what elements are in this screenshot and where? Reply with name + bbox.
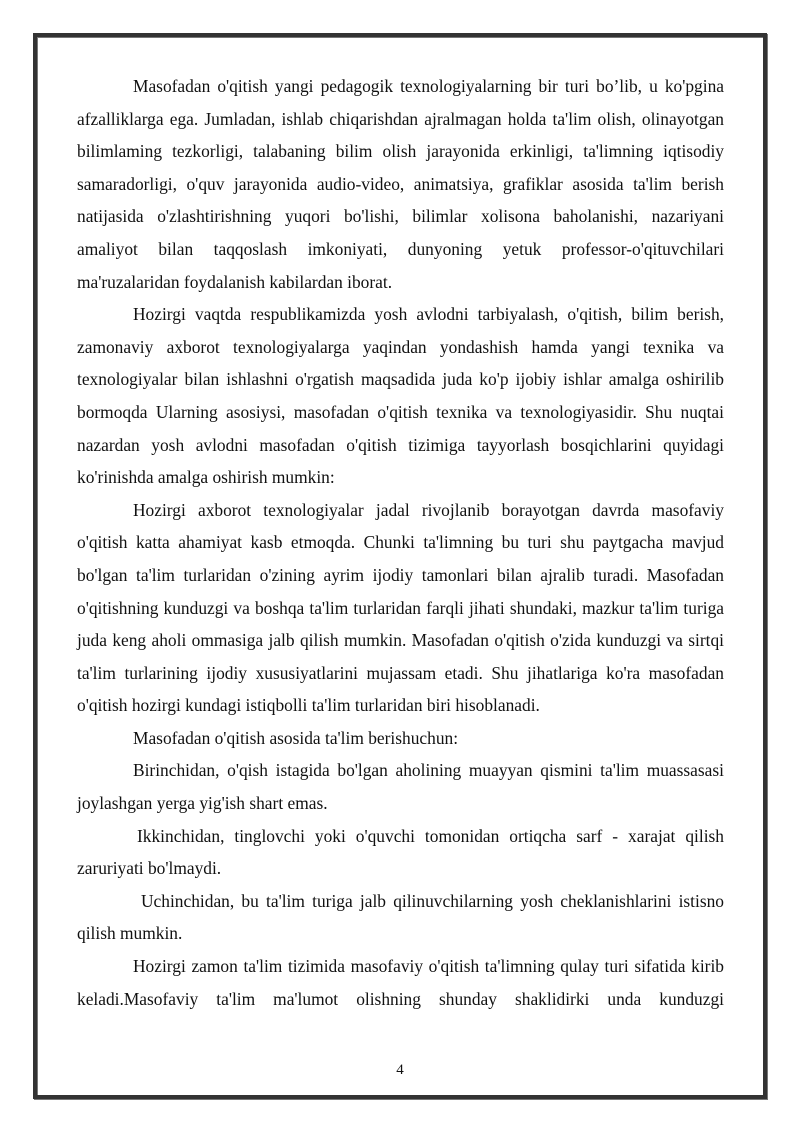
paragraph-8: Hozirgi zamon ta'lim tizimida masofaviy o'qitish ta'limning qulay turi sifatida kirib keladi.Masofaviy ta'lim ma'lumot olishning shunday shaklidirki unda kunduzgi: [77, 956, 724, 1009]
document-body: [77, 70, 724, 1015]
paragraph-1: Masofadan o'qitish yangi pedagogik texnologiyalarning bir turi bo’lib, u ko'pgina afzalliklarga ega. Jumladan, ishlab chiqarishdan ajralmagan holda ta'lim olish, olinayotgan bilimlaming tezkorligi, talabaning bilim olish jarayonida erkinligi, ta'limning iqtisodiy samaradorligi, o'quv jarayonida audio-video, animatsiya, grafiklar asosida ta'lim berish natijasida o'zlashtirishning yuqori bo'lishi, bilimlar xolisona baholanishi, nazariyani amaliyot bilan taqqoslash imkoniyati, dunyoning yetuk professor-o'qituvchilari ma'ruzalaridan foydalanish kabilardan iborat.: [77, 76, 724, 292]
paragraph-3: Hozirgi axborot texnologiyalar jadal rivojlanib borayotgan davrda masofaviy o'qitish katta ahamiyat kasb etmoqda. Chunki ta'limning bu turi shu paytgacha mavjud bo'lgan ta'lim turlaridan o'zining ayrim ijodiy tamonlari bilan ajralib turadi. Masofadan o'qitishning kunduzgi va boshqa ta'lim turlaridan farqli jihati shundaki, mazkur ta'lim turiga juda keng aholi ommasiga jalb qilish mumkin. Masofadan o'qitish o'zida kunduzgi va sirtqi ta'lim turlarining ijodiy xususiyatlarini mujassam etadi. Shu jihatlariga ko'ra masofadan o'qitish hozirgi kundagi istiqbolli ta'lim turlaridan biri hisoblanadi.: [77, 499, 724, 716]
paragraph-5: Birinchidan, o'qish istagida bo'lgan aholining muayyan qismini ta'lim muassasasi joylashgan yerga yig'ish shart emas.: [77, 760, 724, 814]
paragraph-4: Masofadan o'qitish asosida ta'lim berishuchun:: [133, 727, 459, 748]
paragraph-2: Hozirgi vaqtda respublikamizda yosh avlodni tarbiyalash, o'qitish, bilim berish, zamonaviy axborot texnologiyalarga yaqindan yondashish hamda yangi texnika va texnologiyalar bilan ishlashni o'rgatish maqsadida juda ko'p ijobiy ishlar amalga oshirilib bormoqda Ularning asosiysi, masofadan o'qitish texnika va texnologiyasidir. Shu nuqtai nazardan yosh avlodni masofadan o'qitish tizimiga tayyorlash bosqichlarini quyidagi ko'rinishda amalga oshirish mumkin:: [77, 304, 724, 488]
page-number: 4: [396, 1062, 404, 1078]
paragraph-6: Ikkinchidan, tinglovchi yoki o'quvchi tomonidan ortiqcha sarf - xarajat qilish zaruriyati bo'lmaydi.: [77, 825, 724, 879]
paragraph-7: Uchinchidan, bu ta'lim turiga jalb qilinuvchilarning yosh cheklanishlarini istisno qilish mumkin.: [77, 890, 724, 944]
